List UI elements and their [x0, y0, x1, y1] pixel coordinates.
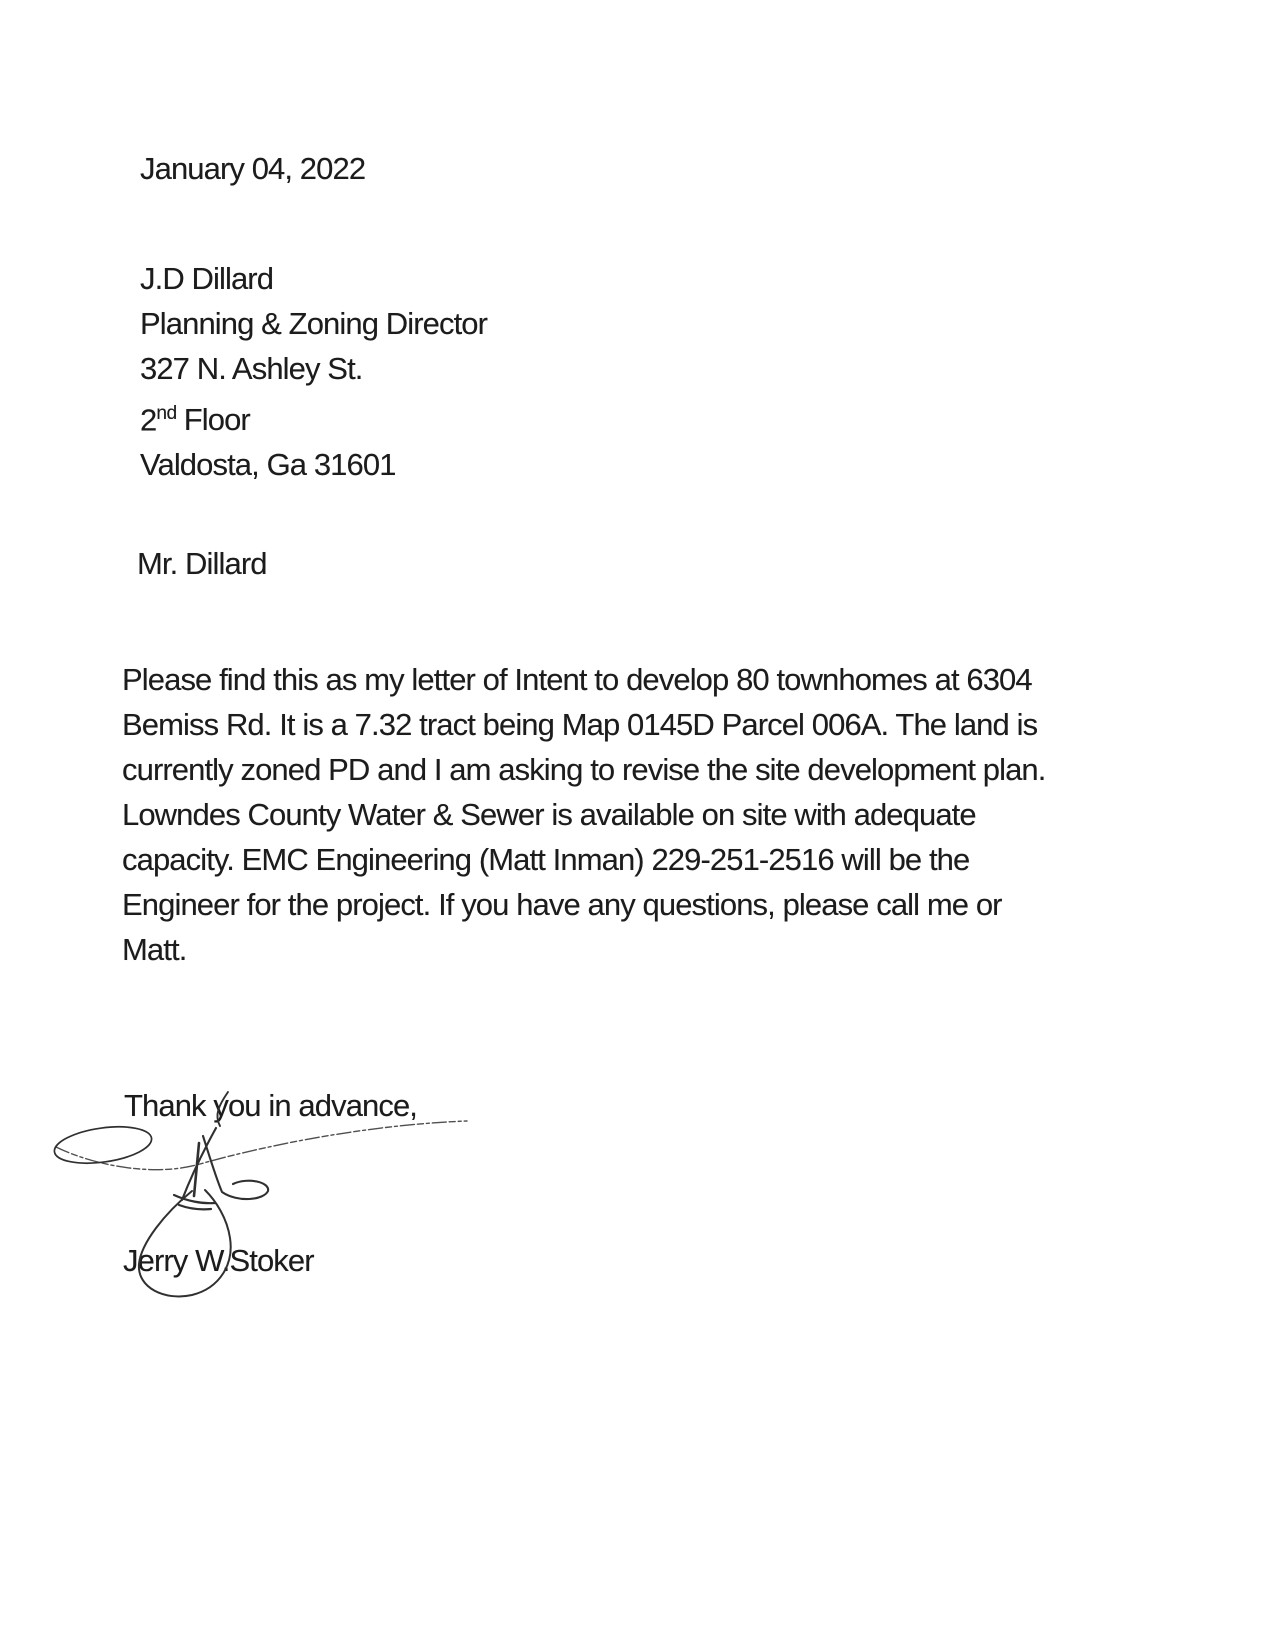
recipient-street: 327 N. Ashley St. [140, 351, 363, 386]
body-line: Engineer for the project. If you have any questions, please call me or [122, 887, 1002, 922]
floor-ordinal-suffix: nd [156, 403, 177, 424]
closing-line: Thank you in advance, [124, 1088, 418, 1123]
letter-date: January 04, 2022 [140, 151, 366, 186]
recipient-floor-line [140, 391, 487, 442]
floor-word: Floor [183, 402, 250, 438]
signature-name: Jerry W.Stoker [123, 1243, 314, 1278]
body-line: Please find this as my letter of Intent to develop 80 townhomes at 6304 [122, 662, 1032, 697]
recipient-city-line: Valdosta, Ga 31601 [140, 447, 396, 483]
letter-body [122, 657, 1045, 972]
body-line: Bemiss Rd. It is a 7.32 tract being Map 0145D Parcel 006A. The land is [122, 707, 1038, 742]
recipient-name: J.D Dillard [140, 261, 274, 296]
recipient-address-block [140, 256, 487, 487]
handwritten-signature-icon [40, 1050, 480, 1320]
recipient-title: Planning & Zoning Director [140, 306, 488, 341]
body-line: capacity. EMC Engineering (Matt Inman) 229-251-2516 will be the [122, 842, 970, 877]
floor-number: 2 [140, 402, 157, 438]
body-line: Lowndes County Water & Sewer is available on site with adequate [122, 797, 976, 832]
salutation: Mr. Dillard [137, 546, 267, 581]
body-line: Matt. [122, 932, 187, 967]
body-line: currently zoned PD and I am asking to revise the site development plan. [122, 752, 1046, 787]
